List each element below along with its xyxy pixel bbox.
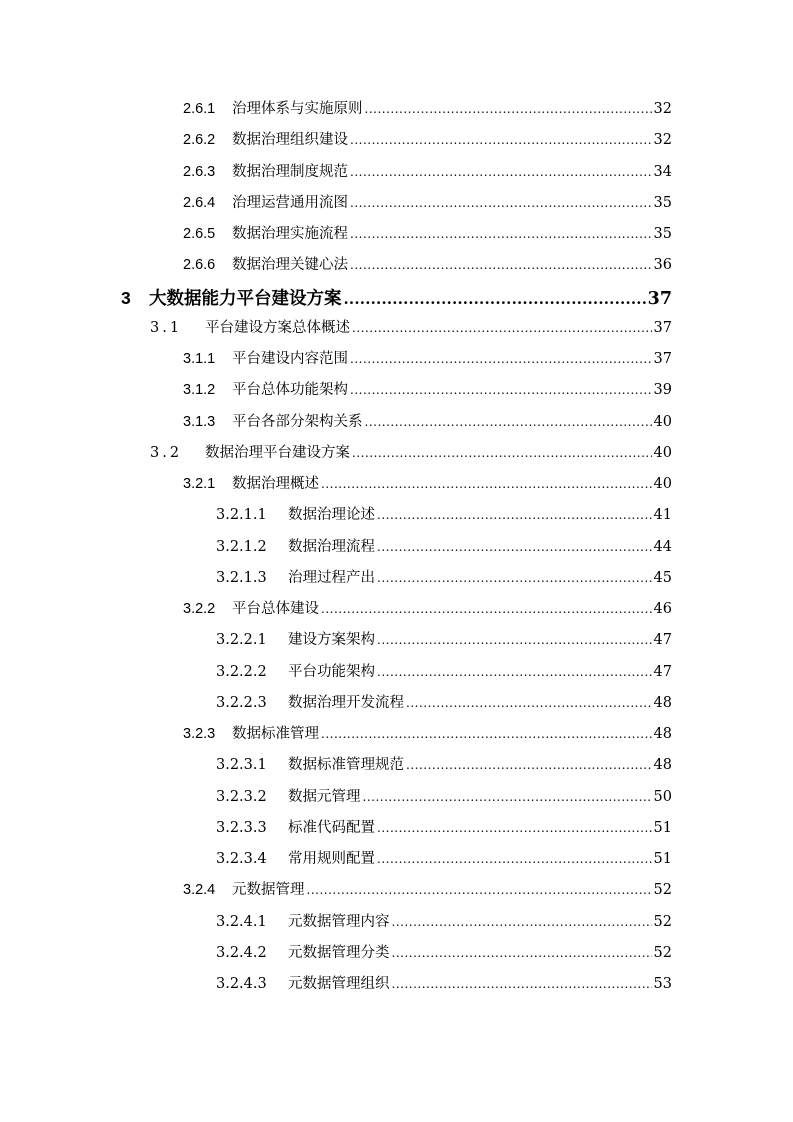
toc-entry-title: 元数据管理分类 xyxy=(288,944,390,961)
toc-entry-number: 2.6.3 xyxy=(183,163,216,180)
toc-entry-title: 元数据管理 xyxy=(232,882,305,899)
toc-entry[interactable] xyxy=(0,660,672,684)
toc-entry[interactable] xyxy=(0,691,672,715)
toc-entry-page-number: 40 xyxy=(653,444,672,461)
toc-entry-number: 3.2.4 xyxy=(183,882,216,899)
toc-entry-page-number: 35 xyxy=(653,194,672,211)
toc-entry-page-number: 35 xyxy=(653,226,672,242)
toc-entry-number: 2.6.6 xyxy=(183,257,216,274)
toc-entry[interactable] xyxy=(0,597,672,621)
toc-dot-leader xyxy=(350,227,652,242)
toc-entry-title: 数据治理流程 xyxy=(288,538,375,555)
toc-entry[interactable] xyxy=(0,441,672,465)
toc-entry-number: 3.2.2 xyxy=(183,601,216,617)
toc-dot-leader xyxy=(377,508,652,523)
toc-entry[interactable] xyxy=(0,128,672,152)
toc-entry-page-number: 47 xyxy=(653,663,672,680)
toc-entry-number: 2.6.4 xyxy=(183,194,216,211)
toc-dot-leader xyxy=(321,727,652,742)
toc-entry-title: 数据治理平台建设方案 xyxy=(205,444,350,461)
toc-entry[interactable] xyxy=(0,722,672,746)
toc-entry-title: 标准代码配置 xyxy=(288,819,375,836)
toc-entry-number: 3.2.1.2 xyxy=(216,538,267,555)
toc-entry-page-number: 52 xyxy=(653,882,672,899)
toc-entry-page-number: 32 xyxy=(653,101,672,117)
toc-entry-page-number: 44 xyxy=(653,538,672,555)
toc-entry-page-number: 53 xyxy=(653,976,672,992)
toc-entry-number: 3.2.1 xyxy=(183,476,216,492)
toc-dot-leader xyxy=(406,696,652,711)
toc-entry-number: 3.1.3 xyxy=(183,413,216,430)
toc-entry-title: 元数据管理组织 xyxy=(288,976,390,992)
toc-entry[interactable] xyxy=(0,503,672,527)
toc-entry-title: 大数据能力平台建设方案 xyxy=(149,288,342,309)
toc-dot-leader xyxy=(377,665,652,680)
toc-entry-number: 3.2.3 xyxy=(183,726,216,742)
toc-entry-number: 3.2 xyxy=(150,444,183,461)
toc-entry-page-number: 51 xyxy=(653,851,672,867)
toc-entry[interactable] xyxy=(0,191,672,215)
toc-entry[interactable] xyxy=(0,285,672,309)
toc-dot-leader xyxy=(350,258,652,273)
toc-entry-number: 3 xyxy=(121,287,131,308)
toc-entry[interactable] xyxy=(0,378,672,402)
toc-entry-title: 数据元管理 xyxy=(288,788,361,805)
toc-entry-page-number: 48 xyxy=(653,694,672,711)
toc-entry-number: 3.2.1.1 xyxy=(216,507,267,524)
toc-entry-title: 平台功能架构 xyxy=(288,663,375,680)
toc-entry-title: 数据治理制度规范 xyxy=(232,163,348,180)
toc-entry-page-number: 40 xyxy=(653,413,672,430)
toc-entry-number: 3.2.3.2 xyxy=(216,788,267,805)
toc-entry[interactable] xyxy=(0,222,672,246)
toc-entry-title: 数据治理关键心法 xyxy=(232,257,348,274)
toc-dot-leader xyxy=(406,758,652,773)
toc-dot-leader xyxy=(377,540,652,555)
toc-entry[interactable] xyxy=(0,160,672,184)
toc-entry-page-number: 48 xyxy=(653,726,672,742)
toc-entry-page-number: 52 xyxy=(653,944,672,961)
toc-entry[interactable] xyxy=(0,253,672,277)
toc-dot-leader xyxy=(350,165,652,180)
toc-entry-number: 3.2.4.1 xyxy=(216,913,267,930)
toc-entry-page-number: 36 xyxy=(653,257,672,274)
toc-dot-leader xyxy=(350,133,652,148)
toc-entry-title: 数据治理概述 xyxy=(232,476,319,492)
toc-entry-number: 3.2.2.1 xyxy=(216,632,267,649)
toc-entry-page-number: 40 xyxy=(653,476,672,492)
toc-entry-title: 平台总体功能架构 xyxy=(232,382,348,399)
toc-entry[interactable] xyxy=(0,941,672,965)
toc-entry[interactable] xyxy=(0,878,672,902)
toc-entry[interactable] xyxy=(0,472,672,496)
toc-entry[interactable] xyxy=(0,910,672,934)
toc-entry-title: 数据治理论述 xyxy=(288,507,375,524)
toc-entry-title: 数据治理实施流程 xyxy=(232,226,348,242)
toc-dot-leader xyxy=(321,477,652,492)
toc-entry[interactable] xyxy=(0,535,672,559)
toc-entry-title: 数据治理开发流程 xyxy=(288,694,404,711)
toc-entry-title: 建设方案架构 xyxy=(288,632,375,649)
toc-dot-leader xyxy=(365,415,652,430)
toc-entry-page-number: 47 xyxy=(653,632,672,649)
toc-entry[interactable] xyxy=(0,410,672,434)
toc-entry-page-number: 39 xyxy=(653,382,672,399)
toc-entry-title: 治理过程产出 xyxy=(288,569,375,586)
toc-entry[interactable] xyxy=(0,785,672,809)
toc-entry-page-number: 51 xyxy=(653,819,672,836)
toc-dot-leader xyxy=(392,946,652,961)
toc-entry[interactable] xyxy=(0,97,672,121)
toc-entry[interactable] xyxy=(0,566,672,590)
toc-entry[interactable] xyxy=(0,816,672,840)
toc-entry-number: 3.2.2.2 xyxy=(216,663,267,680)
toc-entry-page-number: 37 xyxy=(653,319,672,336)
toc-entry-number: 3.2.3.4 xyxy=(216,851,267,867)
toc-entry-number: 3.2.1.3 xyxy=(216,569,267,586)
toc-entry-title: 数据治理组织建设 xyxy=(232,132,348,149)
toc-entry-page-number: 48 xyxy=(653,757,672,774)
toc-dot-leader xyxy=(365,102,652,117)
toc-dot-leader xyxy=(392,915,652,930)
toc-entry-page-number: 46 xyxy=(653,601,672,617)
toc-entry-page-number: 37 xyxy=(653,351,672,367)
toc-dot-leader xyxy=(307,883,652,898)
toc-entry-number: 3.2.3.1 xyxy=(216,757,267,774)
toc-entry-page-number: 52 xyxy=(653,913,672,930)
toc-dot-leader xyxy=(350,352,652,367)
toc-dot-leader xyxy=(352,321,652,336)
toc-entry-number: 3.2.4.3 xyxy=(216,976,267,992)
toc-entry-number: 3.1.1 xyxy=(183,351,216,367)
toc-dot-leader xyxy=(350,383,652,398)
toc-entry-title: 平台建设方案总体概述 xyxy=(205,319,350,336)
toc-entry[interactable] xyxy=(0,628,672,652)
toc-entry-number: 3.1 xyxy=(150,319,183,336)
toc-dot-leader xyxy=(321,602,652,617)
toc-dot-leader xyxy=(352,446,652,461)
toc-dot-leader xyxy=(377,571,652,586)
toc-dot-leader xyxy=(377,821,652,836)
toc-entry-number: 3.2.3.3 xyxy=(216,819,267,836)
toc-entry-number: 2.6.5 xyxy=(183,226,216,242)
toc-entry-title: 治理运营通用流图 xyxy=(232,194,348,211)
toc-entry[interactable] xyxy=(0,972,672,996)
toc-entry-title: 治理体系与实施原则 xyxy=(232,101,363,117)
toc-entry-page-number: 45 xyxy=(653,569,672,586)
toc-entry-page-number: 37 xyxy=(647,288,672,309)
toc-dot-leader xyxy=(377,633,652,648)
toc-entry[interactable] xyxy=(0,347,672,371)
toc-dot-leader xyxy=(344,291,646,309)
toc-entry[interactable] xyxy=(0,316,672,340)
toc-entry-number: 3.2.2.3 xyxy=(216,694,267,711)
toc-entry[interactable] xyxy=(0,753,672,777)
toc-entry-title: 数据标准管理 xyxy=(232,726,319,742)
toc-entry-title: 数据标准管理规范 xyxy=(288,757,404,774)
toc-entry-number: 3.2.4.2 xyxy=(216,944,267,961)
toc-entry-page-number: 50 xyxy=(653,788,672,805)
toc-entry-page-number: 32 xyxy=(653,132,672,149)
toc-entry-page-number: 34 xyxy=(653,163,672,180)
toc-entry-page-number: 41 xyxy=(653,507,672,524)
toc-entry-title: 常用规则配置 xyxy=(288,851,375,867)
toc-entry[interactable] xyxy=(0,847,672,871)
toc-entry-number: 3.1.2 xyxy=(183,382,216,399)
toc-entry-title: 平台建设内容范围 xyxy=(232,351,348,367)
toc-dot-leader xyxy=(363,790,652,805)
toc-entry-number: 2.6.1 xyxy=(183,101,216,117)
toc-dot-leader xyxy=(350,196,652,211)
toc-entry-number: 2.6.2 xyxy=(183,132,216,149)
toc-dot-leader xyxy=(377,852,652,867)
toc-entry-title: 平台总体建设 xyxy=(232,601,319,617)
toc-entry-title: 平台各部分架构关系 xyxy=(232,413,363,430)
toc-dot-leader xyxy=(392,977,652,992)
toc-entry-title: 元数据管理内容 xyxy=(288,913,390,930)
